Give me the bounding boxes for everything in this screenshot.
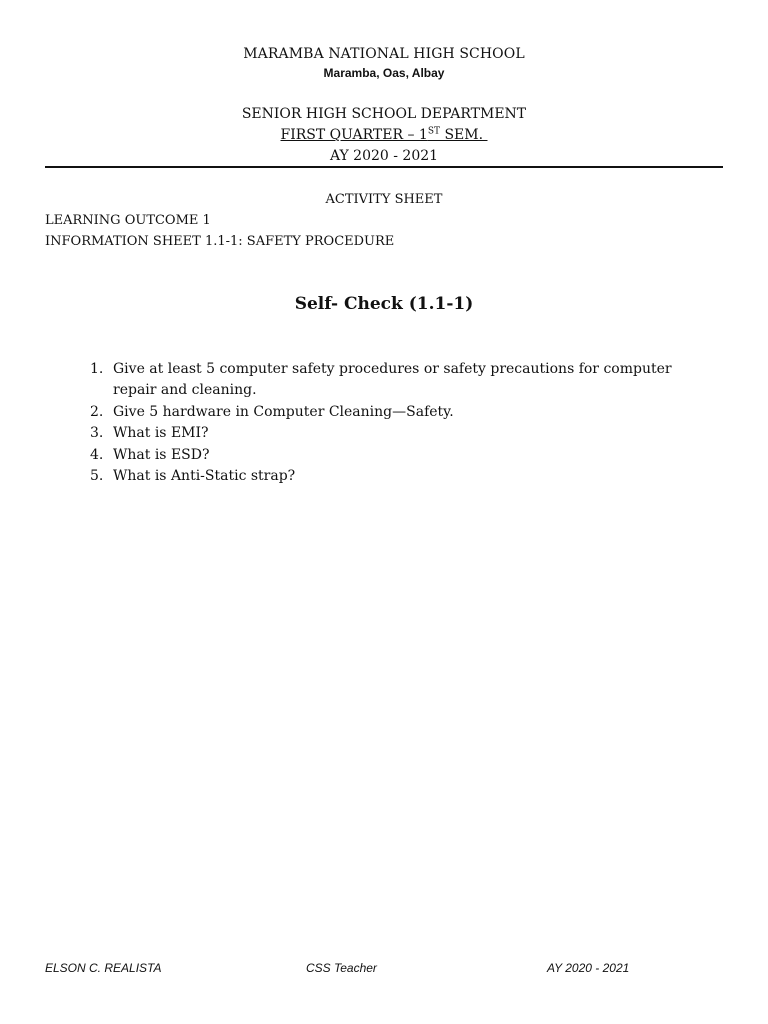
question-number: 5. <box>90 468 104 484</box>
footer-teacher-role: CSS Teacher <box>306 961 377 975</box>
footer-academic-year: AY 2020 - 2021 <box>547 961 630 975</box>
question-item <box>90 359 710 401</box>
quarter-superscript: ST <box>427 126 440 137</box>
question-list <box>90 359 710 488</box>
quarter-line <box>0 127 768 143</box>
quarter-prefix: FIRST QUARTER – 1 <box>280 127 428 143</box>
question-number: 2. <box>90 403 104 420</box>
school-address: Maramba, Oas, Albay <box>323 66 445 80</box>
question-item <box>90 402 710 423</box>
department-title: SENIOR HIGH SCHOOL DEPARTMENT <box>241 106 527 122</box>
question-number: 3. <box>90 425 104 441</box>
question-item <box>90 466 710 487</box>
academic-year: AY 2020 - 2021 <box>329 148 439 164</box>
sheet-type: ACTIVITY SHEET <box>325 192 443 207</box>
question-number: 4. <box>90 446 104 463</box>
learning-outcome: LEARNING OUTCOME 1 <box>45 213 211 228</box>
question-text: Give 5 hardware in Computer Cleaning—Safety. <box>113 403 454 420</box>
self-check-title: Self- Check (1.1-1) <box>294 294 474 314</box>
question-item <box>90 423 710 444</box>
question-item <box>90 445 710 466</box>
question-text: Give at least 5 computer safety procedures or safety precautions for computer repair and cleaning. <box>113 361 672 398</box>
question-text: What is ESD? <box>113 446 210 463</box>
question-number: 1. <box>90 361 104 377</box>
footer-teacher-name: ELSON C. REALISTA <box>45 961 162 975</box>
quarter-underlined <box>281 127 488 143</box>
question-text: What is EMI? <box>113 425 209 441</box>
header-divider <box>45 166 723 168</box>
school-name: MARAMBA NATIONAL HIGH SCHOOL <box>243 46 525 62</box>
question-text: What is Anti-Static strap? <box>113 468 296 484</box>
quarter-suffix: SEM. <box>440 127 488 143</box>
information-sheet: INFORMATION SHEET 1.1-1: SAFETY PROCEDURE <box>45 234 395 249</box>
